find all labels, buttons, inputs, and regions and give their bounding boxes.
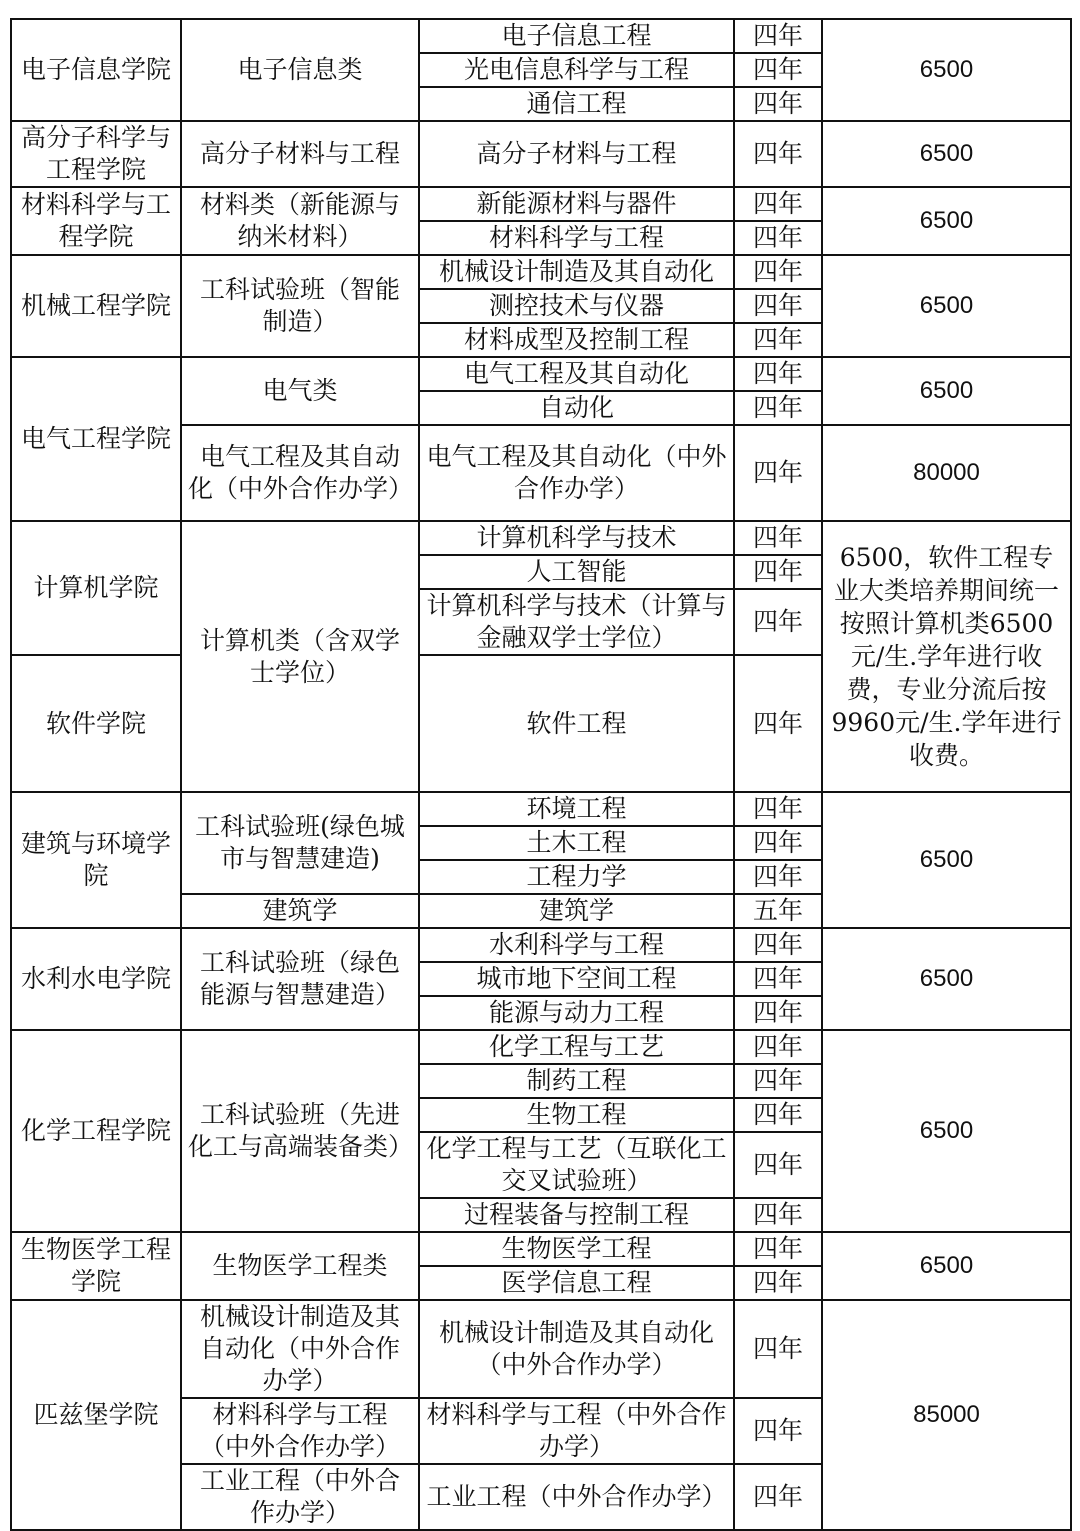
years-cell: 四年 bbox=[734, 255, 822, 289]
college-cell: 水利水电学院 bbox=[11, 928, 181, 1030]
category-cell: 建筑学 bbox=[181, 894, 419, 928]
years-cell: 四年 bbox=[734, 87, 822, 121]
table-row bbox=[11, 928, 1071, 962]
college-cell: 软件学院 bbox=[11, 655, 181, 792]
major-cell: 材料科学与工程 bbox=[419, 221, 734, 255]
years-cell: 四年 bbox=[734, 1464, 822, 1530]
years-cell: 四年 bbox=[734, 826, 822, 860]
fee-cell: 6500 bbox=[822, 255, 1071, 357]
category-cell: 材料类（新能源与纳米材料） bbox=[181, 187, 419, 255]
table-row bbox=[11, 521, 1071, 555]
major-cell: 过程装备与控制工程 bbox=[419, 1198, 734, 1232]
fee-cell: 80000 bbox=[822, 425, 1071, 521]
years-cell: 四年 bbox=[734, 860, 822, 894]
table-row bbox=[11, 1030, 1071, 1064]
fee-cell: 85000 bbox=[822, 1300, 1071, 1530]
fee-cell: 6500 bbox=[822, 1030, 1071, 1232]
major-cell: 计算机科学与技术（计算与金融双学士学位） bbox=[419, 589, 734, 655]
table-row bbox=[11, 1232, 1071, 1266]
years-cell: 四年 bbox=[734, 792, 822, 826]
major-cell: 生物工程 bbox=[419, 1098, 734, 1132]
years-cell: 四年 bbox=[734, 928, 822, 962]
table-row bbox=[11, 792, 1071, 826]
years-cell: 四年 bbox=[734, 1064, 822, 1098]
major-cell: 电气工程及其自动化 bbox=[419, 357, 734, 391]
major-cell: 建筑学 bbox=[419, 894, 734, 928]
category-cell: 工业工程（中外合作办学） bbox=[181, 1464, 419, 1530]
category-cell: 电气类 bbox=[181, 357, 419, 425]
major-cell: 制药工程 bbox=[419, 1064, 734, 1098]
fee-note-cell: 6500，软件工程专业大类培养期间统一按照计算机类6500元/生.学年进行收费，专业分流后按9960元/生.学年进行收费。 bbox=[822, 521, 1071, 792]
years-cell: 四年 bbox=[734, 1132, 822, 1198]
table-row bbox=[11, 1300, 1071, 1398]
years-cell: 四年 bbox=[734, 221, 822, 255]
major-cell: 软件工程 bbox=[419, 655, 734, 792]
years-cell: 四年 bbox=[734, 53, 822, 87]
years-cell: 四年 bbox=[734, 1232, 822, 1266]
major-cell: 通信工程 bbox=[419, 87, 734, 121]
major-cell: 工业工程（中外合作办学） bbox=[419, 1464, 734, 1530]
years-cell: 四年 bbox=[734, 187, 822, 221]
fee-cell: 6500 bbox=[822, 792, 1071, 928]
years-cell: 四年 bbox=[734, 121, 822, 187]
college-cell: 材料科学与工程学院 bbox=[11, 187, 181, 255]
table-row bbox=[11, 357, 1071, 391]
major-cell: 工程力学 bbox=[419, 860, 734, 894]
major-cell: 水利科学与工程 bbox=[419, 928, 734, 962]
major-cell: 城市地下空间工程 bbox=[419, 962, 734, 996]
college-cell: 生物医学工程学院 bbox=[11, 1232, 181, 1300]
major-cell: 材料科学与工程（中外合作办学） bbox=[419, 1398, 734, 1464]
category-cell: 工科试验班(绿色城市与智慧建造) bbox=[181, 792, 419, 894]
fee-cell: 6500 bbox=[822, 1232, 1071, 1300]
major-cell: 自动化 bbox=[419, 391, 734, 425]
years-cell: 四年 bbox=[734, 323, 822, 357]
major-cell: 新能源材料与器件 bbox=[419, 187, 734, 221]
major-cell: 机械设计制造及其自动化（中外合作办学） bbox=[419, 1300, 734, 1398]
fee-cell: 6500 bbox=[822, 121, 1071, 187]
years-cell: 四年 bbox=[734, 1030, 822, 1064]
years-cell: 四年 bbox=[734, 289, 822, 323]
category-cell: 计算机类（含双学士学位） bbox=[181, 521, 419, 792]
years-cell: 四年 bbox=[734, 425, 822, 521]
major-cell: 测控技术与仪器 bbox=[419, 289, 734, 323]
category-cell: 机械设计制造及其自动化（中外合作办学） bbox=[181, 1300, 419, 1398]
table-row bbox=[11, 19, 1071, 53]
years-cell: 四年 bbox=[734, 555, 822, 589]
years-cell: 四年 bbox=[734, 1398, 822, 1464]
major-cell: 人工智能 bbox=[419, 555, 734, 589]
college-cell: 机械工程学院 bbox=[11, 255, 181, 357]
years-cell: 四年 bbox=[734, 391, 822, 425]
college-cell: 电子信息学院 bbox=[11, 19, 181, 121]
years-cell: 四年 bbox=[734, 1300, 822, 1398]
category-cell: 电气工程及其自动化（中外合作办学） bbox=[181, 425, 419, 521]
years-cell: 四年 bbox=[734, 962, 822, 996]
fee-cell: 6500 bbox=[822, 357, 1071, 425]
years-cell: 五年 bbox=[734, 894, 822, 928]
fee-cell: 6500 bbox=[822, 187, 1071, 255]
major-cell: 计算机科学与技术 bbox=[419, 521, 734, 555]
major-cell: 化学工程与工艺（互联化工交叉试验班） bbox=[419, 1132, 734, 1198]
fee-cell: 6500 bbox=[822, 19, 1071, 121]
years-cell: 四年 bbox=[734, 655, 822, 792]
college-cell: 化学工程学院 bbox=[11, 1030, 181, 1232]
college-cell: 高分子科学与工程学院 bbox=[11, 121, 181, 187]
years-cell: 四年 bbox=[734, 357, 822, 391]
major-cell: 电子信息工程 bbox=[419, 19, 734, 53]
major-cell: 机械设计制造及其自动化 bbox=[419, 255, 734, 289]
major-cell: 土木工程 bbox=[419, 826, 734, 860]
table-row bbox=[11, 255, 1071, 289]
fee-cell: 6500 bbox=[822, 928, 1071, 1030]
years-cell: 四年 bbox=[734, 1266, 822, 1300]
category-cell: 工科试验班（智能制造） bbox=[181, 255, 419, 357]
major-cell: 化学工程与工艺 bbox=[419, 1030, 734, 1064]
category-cell: 生物医学工程类 bbox=[181, 1232, 419, 1300]
college-cell: 计算机学院 bbox=[11, 521, 181, 655]
major-cell: 环境工程 bbox=[419, 792, 734, 826]
major-cell: 材料成型及控制工程 bbox=[419, 323, 734, 357]
major-cell: 电气工程及其自动化（中外合作办学） bbox=[419, 425, 734, 521]
years-cell: 四年 bbox=[734, 996, 822, 1030]
years-cell: 四年 bbox=[734, 521, 822, 555]
category-cell: 工科试验班（先进化工与高端装备类） bbox=[181, 1030, 419, 1232]
category-cell: 高分子材料与工程 bbox=[181, 121, 419, 187]
table-row bbox=[11, 121, 1071, 187]
major-cell: 光电信息科学与工程 bbox=[419, 53, 734, 87]
years-cell: 四年 bbox=[734, 1098, 822, 1132]
college-cell: 匹兹堡学院 bbox=[11, 1300, 181, 1530]
category-cell: 材料科学与工程（中外合作办学） bbox=[181, 1398, 419, 1464]
tuition-table bbox=[10, 18, 1072, 1531]
major-cell: 能源与动力工程 bbox=[419, 996, 734, 1030]
years-cell: 四年 bbox=[734, 589, 822, 655]
years-cell: 四年 bbox=[734, 1198, 822, 1232]
table-row bbox=[11, 187, 1071, 221]
college-cell: 电气工程学院 bbox=[11, 357, 181, 521]
major-cell: 高分子材料与工程 bbox=[419, 121, 734, 187]
college-cell: 建筑与环境学院 bbox=[11, 792, 181, 928]
category-cell: 工科试验班（绿色能源与智慧建造） bbox=[181, 928, 419, 1030]
major-cell: 医学信息工程 bbox=[419, 1266, 734, 1300]
major-cell: 生物医学工程 bbox=[419, 1232, 734, 1266]
years-cell: 四年 bbox=[734, 19, 822, 53]
category-cell: 电子信息类 bbox=[181, 19, 419, 121]
